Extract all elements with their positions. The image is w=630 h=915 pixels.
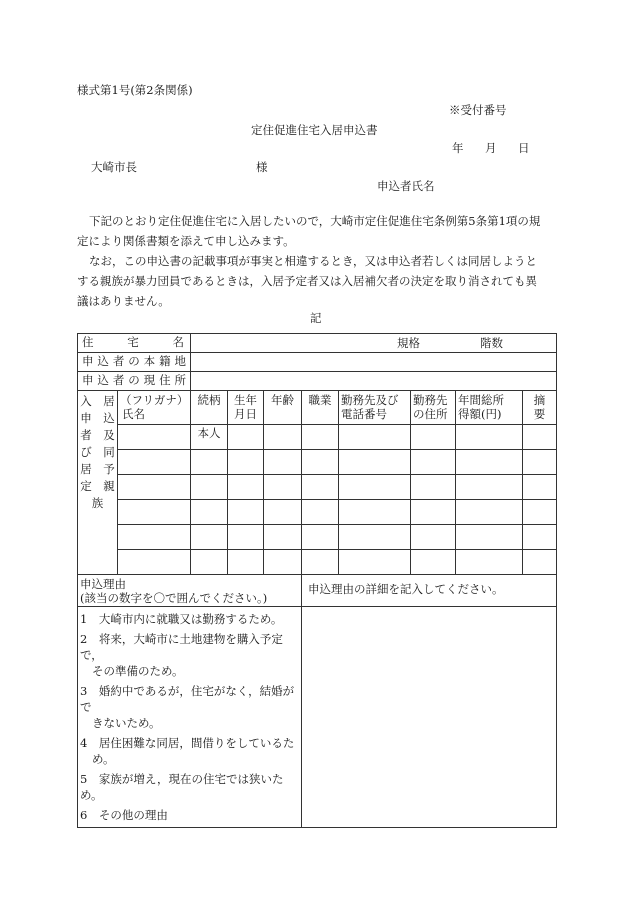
- column-header-remarks: 摘 要: [523, 391, 557, 425]
- family-relation-cell[interactable]: [191, 425, 228, 450]
- reason-detail-field[interactable]: [302, 607, 557, 828]
- column-header-birthdate: 生年 月日: [228, 391, 264, 425]
- spec-label: 規格: [397, 336, 420, 350]
- family-remarks-cell[interactable]: [523, 425, 557, 450]
- family-name-cell[interactable]: [118, 425, 191, 450]
- family-row: [78, 425, 557, 450]
- reason-option-6[interactable]: 6 その他の理由: [80, 808, 168, 822]
- family-age-cell[interactable]: [264, 500, 302, 525]
- family-job-cell[interactable]: [302, 450, 339, 475]
- family-workplace-phone-cell[interactable]: [339, 450, 411, 475]
- family-job-cell[interactable]: [302, 525, 339, 550]
- family-income-cell[interactable]: [456, 450, 523, 475]
- date-month-label: 月: [485, 141, 497, 155]
- housing-name-row: [78, 334, 557, 353]
- family-name-cell[interactable]: [118, 525, 191, 550]
- date-day-label: 日: [518, 141, 530, 155]
- family-workplace-address-cell[interactable]: [411, 425, 456, 450]
- application-table: [77, 333, 557, 828]
- family-workplace-phone-cell[interactable]: [339, 500, 411, 525]
- family-birth-cell[interactable]: [228, 550, 264, 575]
- family-relation-cell[interactable]: [191, 450, 228, 475]
- reason-option-4[interactable]: 4 居住困難な同居，間借りをしているた め。: [80, 736, 295, 766]
- intro-line: 定により関係書類を添えて申し込みます。: [77, 234, 295, 248]
- family-job-cell[interactable]: [302, 425, 339, 450]
- family-age-cell[interactable]: [264, 525, 302, 550]
- family-row: [78, 475, 557, 500]
- family-relation-cell[interactable]: [191, 475, 228, 500]
- family-workplace-address-cell[interactable]: [411, 475, 456, 500]
- column-header-relation: 続柄: [191, 391, 228, 425]
- family-header-row: [78, 391, 557, 425]
- reason-detail-header: 申込理由の詳細を記入してください。: [302, 575, 557, 607]
- family-relation-cell[interactable]: [191, 550, 228, 575]
- address-row: [78, 372, 557, 391]
- family-workplace-address-cell[interactable]: [411, 550, 456, 575]
- family-remarks-cell[interactable]: [523, 550, 557, 575]
- column-header-workplace-address: 勤務先 の住所: [411, 391, 456, 425]
- reason-option-1[interactable]: 1 大崎市内に就職又は勤務するため。: [80, 612, 283, 626]
- ki-heading: 記: [310, 311, 322, 325]
- family-income-cell[interactable]: [456, 500, 523, 525]
- family-row: [78, 450, 557, 475]
- family-job-cell[interactable]: [302, 500, 339, 525]
- intro-paragraph: [77, 211, 557, 311]
- intro-line: する親族が暴力団員であるときは，入居予定者又は入居補欠者の決定を取り消されても異: [77, 274, 537, 288]
- address-field[interactable]: [191, 372, 557, 391]
- family-remarks-cell[interactable]: [523, 500, 557, 525]
- family-row: [78, 550, 557, 575]
- family-birth-cell[interactable]: [228, 425, 264, 450]
- family-income-cell[interactable]: [456, 525, 523, 550]
- family-age-cell[interactable]: [264, 450, 302, 475]
- addressee-name: 大崎市長: [91, 160, 137, 174]
- housing-name-field[interactable]: [191, 334, 557, 353]
- family-name-cell[interactable]: [118, 550, 191, 575]
- family-birth-cell[interactable]: [228, 525, 264, 550]
- family-birth-cell[interactable]: [228, 500, 264, 525]
- column-header-name: （フリガナ） 氏名: [118, 391, 191, 425]
- intro-line: なお，この申込書の記載事項が事実と相違するとき，又は申込者若しくは同居しようと: [89, 254, 538, 268]
- family-age-cell[interactable]: [264, 425, 302, 450]
- column-header-age: 年齢: [264, 391, 302, 425]
- form-number: 様式第1号(第2条関係): [77, 83, 193, 97]
- addressee-honorific: 様: [256, 160, 268, 174]
- self-relation-label: 本人: [197, 426, 221, 440]
- family-remarks-cell[interactable]: [523, 450, 557, 475]
- family-workplace-address-cell[interactable]: [411, 525, 456, 550]
- column-header-workplace-phone: 勤務先及び 電話番号: [339, 391, 411, 425]
- housing-name-label: 住 宅 名: [78, 334, 191, 353]
- reason-body-row: [78, 607, 557, 828]
- family-income-cell[interactable]: [456, 425, 523, 450]
- family-workplace-phone-cell[interactable]: [339, 425, 411, 450]
- date-year-label: 年: [452, 141, 464, 155]
- receipt-number-label: ※受付番号: [449, 103, 507, 117]
- floor-label: 階数: [480, 336, 503, 350]
- honseki-label: 申込者の本籍地: [78, 353, 191, 372]
- family-name-cell[interactable]: [118, 500, 191, 525]
- honseki-field[interactable]: [191, 353, 557, 372]
- family-workplace-phone-cell[interactable]: [339, 475, 411, 500]
- address-label: 申込者の現住所: [78, 372, 191, 391]
- column-header-occupation: 職業: [302, 391, 339, 425]
- family-birth-cell[interactable]: [228, 450, 264, 475]
- intro-line: 下記のとおり定住促進住宅に入居したいので，大崎市定住促進住宅条例第5条第1項の規: [89, 214, 541, 228]
- document-title: 定住促進住宅入居申込書: [251, 123, 378, 137]
- honseki-row: [78, 353, 557, 372]
- family-relation-cell[interactable]: [191, 525, 228, 550]
- reason-option-3[interactable]: 3 婚約中であるが，住宅がなく，結婚がで きないため。: [80, 684, 295, 730]
- family-job-cell[interactable]: [302, 475, 339, 500]
- family-relation-cell[interactable]: [191, 500, 228, 525]
- reason-option-5[interactable]: 5 家族が増え，現在の住宅では狭いため。: [80, 772, 284, 802]
- family-workplace-address-cell[interactable]: [411, 500, 456, 525]
- family-birth-cell[interactable]: [228, 475, 264, 500]
- family-remarks-cell[interactable]: [523, 525, 557, 550]
- family-age-cell[interactable]: [264, 550, 302, 575]
- family-row: [78, 525, 557, 550]
- family-workplace-phone-cell[interactable]: [339, 525, 411, 550]
- applicant-name-label: 申込者氏名: [377, 179, 435, 193]
- family-row: [78, 500, 557, 525]
- family-section-label: 入 居 申 込 者 及 び 同 居 予 定 親 族: [78, 391, 118, 575]
- family-workplace-phone-cell[interactable]: [339, 550, 411, 575]
- reason-option-2[interactable]: 2 将来，大崎市に土地建物を購入予定で， その準備のため。: [80, 632, 283, 678]
- family-income-cell[interactable]: [456, 550, 523, 575]
- reason-header: 申込理由 (該当の数字を〇で囲んでください。): [78, 575, 302, 607]
- family-name-cell[interactable]: [118, 475, 191, 500]
- family-remarks-cell[interactable]: [523, 475, 557, 500]
- family-income-cell[interactable]: [456, 475, 523, 500]
- family-job-cell[interactable]: [302, 550, 339, 575]
- column-header-annual-income: 年間総所 得額(円): [456, 391, 523, 425]
- family-name-cell[interactable]: [118, 450, 191, 475]
- reason-list: [78, 607, 302, 828]
- family-workplace-address-cell[interactable]: [411, 450, 456, 475]
- reason-header-row: [78, 575, 557, 607]
- family-age-cell[interactable]: [264, 475, 302, 500]
- intro-line: 議はありません。: [77, 294, 170, 308]
